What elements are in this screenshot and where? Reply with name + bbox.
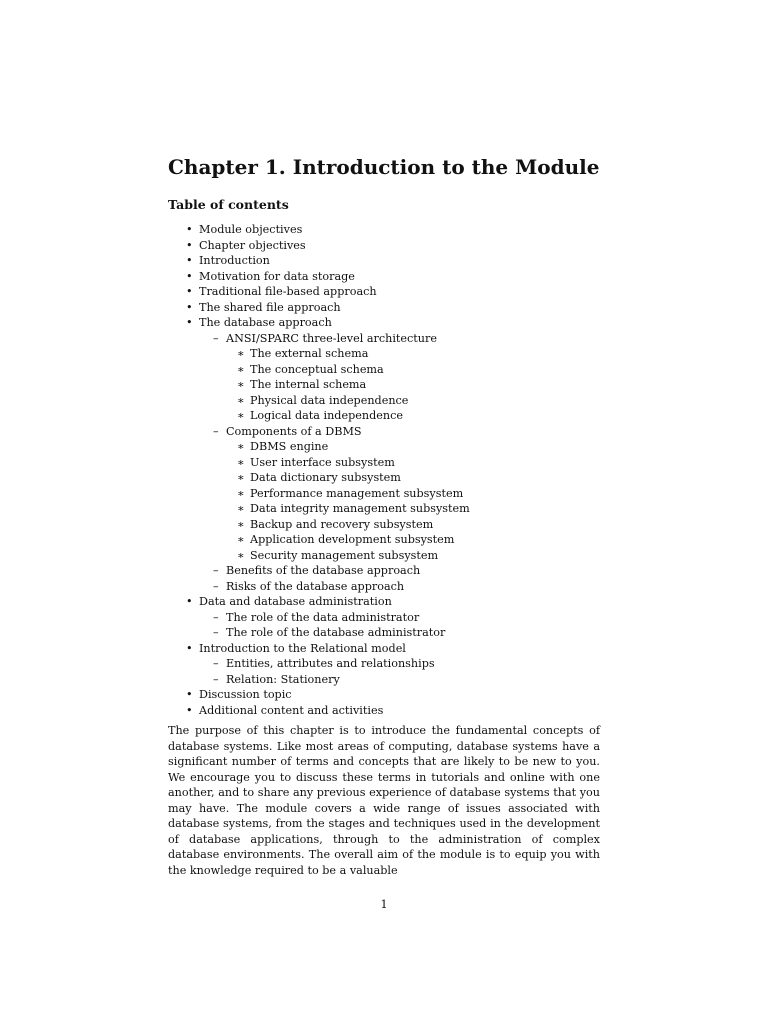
toc-item-label: Data integrity management subsystem: [250, 502, 470, 515]
toc-item-level-1: [0, 563, 768, 579]
toc-bullet-icon: •: [186, 223, 193, 236]
toc-item-label: The conceptual schema: [250, 362, 384, 376]
toc-bullet-icon: •: [186, 269, 193, 283]
toc-bullet-icon: –: [213, 626, 219, 639]
toc-bullet-icon: –: [213, 672, 219, 686]
toc-item-level-2: [0, 548, 768, 564]
toc-item-level-2: [0, 377, 768, 393]
toc-item-label: The internal schema: [250, 378, 367, 391]
toc-item-level-0: [0, 641, 768, 657]
toc-item-level-0: [0, 284, 768, 300]
toc-bullet-icon: ∗: [237, 347, 245, 360]
page-number: 1: [380, 898, 388, 911]
toc-item-level-1: [0, 610, 768, 626]
toc-item-label: The shared file approach: [199, 300, 341, 314]
toc-item-label: Performance management subsystem: [250, 486, 464, 500]
toc-item-label: Security management subsystem: [250, 548, 439, 562]
toc-item-level-0: [0, 315, 768, 331]
toc-item-label: Components of a DBMS: [226, 424, 362, 438]
toc-item-level-0: [0, 253, 768, 269]
toc-heading: Table of contents: [168, 197, 289, 212]
toc-item-label: Additional content and activities: [199, 703, 384, 717]
toc-item-level-0: [0, 300, 768, 316]
toc-item-label: Risks of the database approach: [226, 579, 405, 593]
toc-item-label: ANSI/SPARC three-level architecture: [226, 331, 437, 345]
toc-bullet-icon: •: [186, 285, 193, 298]
toc-item-level-1: [0, 672, 768, 688]
toc-bullet-icon: –: [213, 331, 219, 345]
toc-item-label: The external schema: [250, 347, 369, 360]
toc-item-label: Physical data independence: [250, 393, 409, 407]
toc-item-level-2: [0, 455, 768, 471]
toc-item-label: Relation: Stationery: [226, 672, 340, 686]
toc-item-level-0: [0, 269, 768, 285]
toc-bullet-icon: •: [186, 254, 193, 267]
toc-bullet-icon: ∗: [237, 548, 245, 562]
toc-bullet-icon: ∗: [237, 533, 245, 546]
toc-item-label: Introduction to the Relational model: [199, 641, 406, 655]
toc-item-level-0: [0, 703, 768, 719]
toc-bullet-icon: ∗: [237, 486, 245, 500]
toc-item-label: The role of the database administrator: [226, 626, 446, 639]
toc-bullet-icon: •: [186, 688, 193, 701]
toc-bullet-icon: –: [213, 564, 219, 577]
toc-item-label: Introduction: [199, 254, 270, 267]
toc-item-level-1: [0, 625, 768, 641]
toc-item-label: The role of the data administrator: [226, 610, 420, 624]
toc-bullet-icon: •: [186, 238, 193, 252]
toc-item-level-1: [0, 656, 768, 672]
toc-bullet-icon: ∗: [237, 409, 245, 422]
toc-item-level-0: [0, 238, 768, 254]
toc-bullet-icon: ∗: [237, 471, 245, 484]
toc-bullet-icon: –: [213, 579, 219, 593]
toc-item-label: Backup and recovery subsystem: [250, 517, 434, 531]
toc-item-level-0: [0, 222, 768, 238]
intro-paragraph: The purpose of this chapter is to introduce the fundamental concepts of database systems. Like most areas of computing, database systems have a significant number of terms and concepts that are likely to be new to you. We encourage you to discuss these terms in tutorials and online with one another, and to share any previous experience of database systems that you may have. The module covers a wide range of issues associated with database systems, from the stages and techniques used in the development of database applications, through to the administration of complex database environments. The overall aim of the module is to equip you with the knowledge required to be a valuable: [168, 724, 600, 877]
toc-item-level-2: [0, 517, 768, 533]
toc-bullet-icon: •: [186, 641, 193, 655]
toc-item-level-0: [0, 687, 768, 703]
toc-item-label: Benefits of the database approach: [226, 564, 421, 577]
toc-item-level-1: [0, 424, 768, 440]
toc-item-level-2: [0, 362, 768, 378]
toc-item-level-2: [0, 346, 768, 362]
toc-item-label: DBMS engine: [250, 440, 329, 453]
toc-bullet-icon: ∗: [237, 440, 245, 453]
toc-bullet-icon: •: [186, 703, 193, 717]
toc-item-label: Chapter objectives: [199, 238, 306, 252]
toc-bullet-icon: •: [186, 316, 193, 329]
toc-item-level-2: [0, 470, 768, 486]
toc-item-level-2: [0, 486, 768, 502]
table-of-contents: [0, 222, 768, 718]
toc-item-label: Logical data independence: [250, 409, 403, 422]
toc-item-label: Data and database administration: [199, 595, 392, 608]
toc-bullet-icon: •: [186, 595, 193, 608]
toc-item-label: The database approach: [199, 316, 332, 329]
toc-item-label: Application development subsystem: [250, 533, 455, 546]
toc-item-level-2: [0, 439, 768, 455]
toc-bullet-icon: ∗: [237, 502, 245, 515]
toc-item-level-2: [0, 408, 768, 424]
toc-bullet-icon: •: [186, 300, 193, 314]
toc-bullet-icon: ∗: [237, 517, 245, 531]
chapter-title: Chapter 1. Introduction to the Module: [168, 155, 600, 179]
toc-item-level-2: [0, 393, 768, 409]
toc-bullet-icon: –: [213, 657, 219, 670]
toc-bullet-icon: ∗: [237, 378, 245, 391]
toc-item-label: Motivation for data storage: [199, 269, 355, 283]
toc-bullet-icon: ∗: [237, 362, 245, 376]
toc-bullet-icon: ∗: [237, 455, 245, 469]
toc-item-level-2: [0, 501, 768, 517]
toc-item-label: Entities, attributes and relationships: [226, 657, 435, 670]
toc-item-label: Discussion topic: [199, 688, 292, 701]
toc-item-label: Module objectives: [199, 223, 303, 236]
toc-item-label: Data dictionary subsystem: [250, 471, 401, 484]
toc-item-label: Traditional file-based approach: [199, 285, 377, 298]
toc-item-level-1: [0, 579, 768, 595]
toc-bullet-icon: –: [213, 424, 219, 438]
toc-bullet-icon: ∗: [237, 393, 245, 407]
toc-item-level-1: [0, 331, 768, 347]
toc-bullet-icon: –: [213, 610, 219, 624]
toc-item-level-2: [0, 532, 768, 548]
toc-item-level-0: [0, 594, 768, 610]
toc-item-label: User interface subsystem: [250, 455, 395, 469]
